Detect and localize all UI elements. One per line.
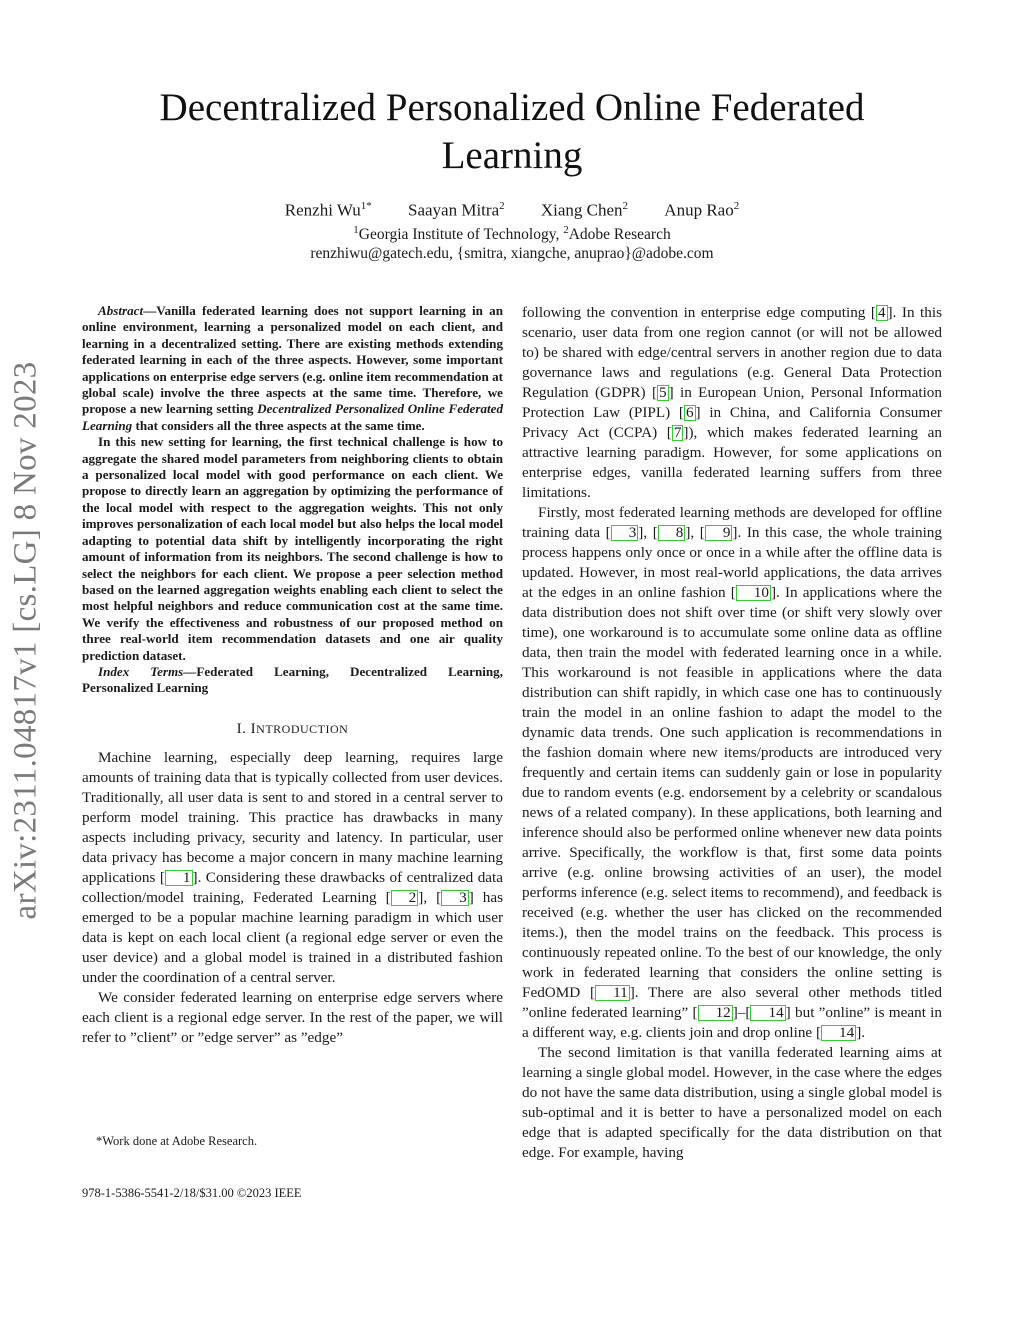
body-paragraph: We consider federated learning on enterprise edge servers where each client is a regional edge server. In the rest of the paper, we will refer to ”client” or ”edge server” as ”edge” [82,988,503,1046]
arxiv-identifier-stamp [4,350,48,930]
author: Xiang Chen$^2$ [540,200,629,220]
citation-link[interactable]: 4 [877,304,886,321]
section-heading-introduction: I. INTRODUCTION [236,720,349,737]
citation-link[interactable]: 10 [736,585,771,601]
citation-link[interactable]: 14 [750,1005,785,1021]
author-emails: renzhiwu@gatech.edu, {smitra, xiangche, anuprao}@adobe.com [310,245,714,262]
abstract [82,303,503,664]
paper-title [120,84,904,180]
title-line-1: Decentralized Personalized Online Federated [159,86,865,129]
title-line-2: Learning [441,134,583,177]
citation-link[interactable]: 5 [659,384,667,401]
citation-link[interactable]: 3 [611,525,639,541]
footnote: *Work done at Adobe Research. [96,1134,258,1148]
body-paragraph: Machine learning, especially deep learning, requires large amounts of training data that is typically collected from user devices. Traditionally, all user data is sent to and stored in a central server to perform model training. This practice has drawbacks in many aspects including privacy, security and latency. In particular, user data privacy has become a major concern in many machine learning applications [ 1 ]. Considering these drawbacks of centralized data collection/model training, Federated Learning [ 2 ], [ 3 ] has emerged to be a popular machine learning paradigm in which user data is kept on each local client (a regional edge server or even the user device) and a global model is trained in a distributed fashion under the coordination of a central server. [82,748,503,986]
right-column [522,303,942,1163]
abstract-paragraph: In this new setting for learning, the first technical challenge is how to aggregate the shared model parameters from neighboring clients to obtain a personalized local model with good performance on each client. We propose to directly learn an aggregation by optimizing the performance of the local model with respect to the aggregation weights. This not only improves personalization of each local model but also helps the local model adapting to potential data shift by intelligently incorporating the right amount of information from its neighbors. The second challenge is how to select the neighbors for each client. We propose a peer selection method based on the learned aggregation weights enabling each client to select the most helpful neighbors and reduce communication cost at the same time. We verify the effectiveness and robustness of our proposed method on three real-world item recommendation datasets and one air quality prediction dataset. [82,434,503,663]
citation-link[interactable]: 8 [658,525,686,541]
copyright-notice: 978-1-5386-5541-2/18/$31.00 ©2023 IEEE [82,1186,302,1200]
arxiv-id-text: arXiv:2311.04817v1 [cs.LG] 8 Nov 2023 [7,361,44,919]
author-list [120,200,904,221]
abstract-paragraph: Abstract—Vanilla federated learning does not support learning in an online environment, learning a personalized model on each client, and learning in a decentralized setting. There are existing methods extending federated learning in each of the three aspects. However, some important applications on enterprise edge servers (e.g. online item recommendation at global scale) involve the three aspects at the same time. Therefore, we propose a new learning setting Decentralized Personalized Online Federated Learning that considers all the three aspects at the same time. [82,303,503,433]
right-column-body [522,303,942,1163]
citation-link[interactable]: 12 [698,1005,733,1021]
citation-link[interactable]: 9 [705,525,733,541]
body-paragraph: Firstly, most federated learning methods are developed for offline training data [ 3 ], [ 8 ], [ 9 ]. In this case, the whole training process happens only once or once in a while after the offline data is updated. However, in most real-world applications, the data arrives at the edges in an online fashion [ 10 ]. In applications where the data distribution does not shift over time (or shift very slowly over time), one workaround is to accumulate some online data as offline data, then train the model with federated learning once in a while. This workaround is not feasible in applications where the data distribution can shift rapidly, in which case one has to continuously train the model in an online fashion to adapt the model to the dynamic data trends. One such application is recommendations in the fashion domain where new items/products are introduced very frequently and certain items can suddenly gain or lose in popularity due to random events (e.g. endorsement by a celebrity or scandalous news of a related company). In these applications, both learning and inference should also be performed online whenever new data points arrive. Specifically, the workflow is that, first some data points arrive (e.g. online browsing activities of an user), the model performs inference (e.g. select items to recommend), and feedback is received (e.g. whether the user has clicked on the recommended items.), then the model trains on the feedback. This process is continuously repeated online. To the best of our knowledge, the only work in federated learning that considers the online setting is FedOMD [ 11 ]. There are also several other methods titled ”online federated learning” [ 12 ]–[ 14 ] but ”online” is meant in a different way, e.g. clients join and drop online [ 14 ]. [522,504,942,1041]
index-terms: Index Terms—Federated Learning, Decentralized Learning, Personalized Learning [82,663,503,696]
citation-link[interactable]: 7 [673,424,682,441]
citation-link[interactable]: 6 [685,404,694,421]
citation-link[interactable]: 1 [165,870,193,886]
citation-link[interactable]: 14 [821,1025,856,1041]
citation-link[interactable]: 3 [441,890,469,906]
body-paragraph: The second limitation is that vanilla federated learning aims at learning a single global model. However, in the case where the edges do not have the same data distribution, using a single global model is sub-optimal and it is better to have a personalized model on each edge that is adapted specifically for the data distribution on that edge. For example, having [522,1044,942,1161]
author: Anup Rao$^2$ [664,200,740,220]
citation-link[interactable]: 2 [391,890,419,906]
author: Renzhi $Wu^{1*}$ [284,200,372,220]
author: Saayan Mitra$^2$ [408,200,505,220]
body-paragraph: following the convention in enterprise edge computing [ 4 ]. In this scenario, user data from one region cannot (or will not be allowed to) be shared with edge/central servers in another region due to data governance laws and regulations (e.g. General Data Protection Regulation (GDPR) [ 5 ] in European Union, Personal Information Protection Law (PIPL) [ 6 ] in China, and California Consumer Privacy Act (CCPA) [ 7 ]), which makes federated learning an attractive learning paradigm. However, for some applications on enterprise edges, vanilla federated learning suffers from three limitations. [522,304,942,501]
citation-link[interactable]: 11 [595,985,630,1001]
introduction-body [82,748,503,1048]
left-column [82,303,503,1048]
affiliations: $^1$Georgia Institute of Technology, $^2$Adobe Research [353,224,671,244]
